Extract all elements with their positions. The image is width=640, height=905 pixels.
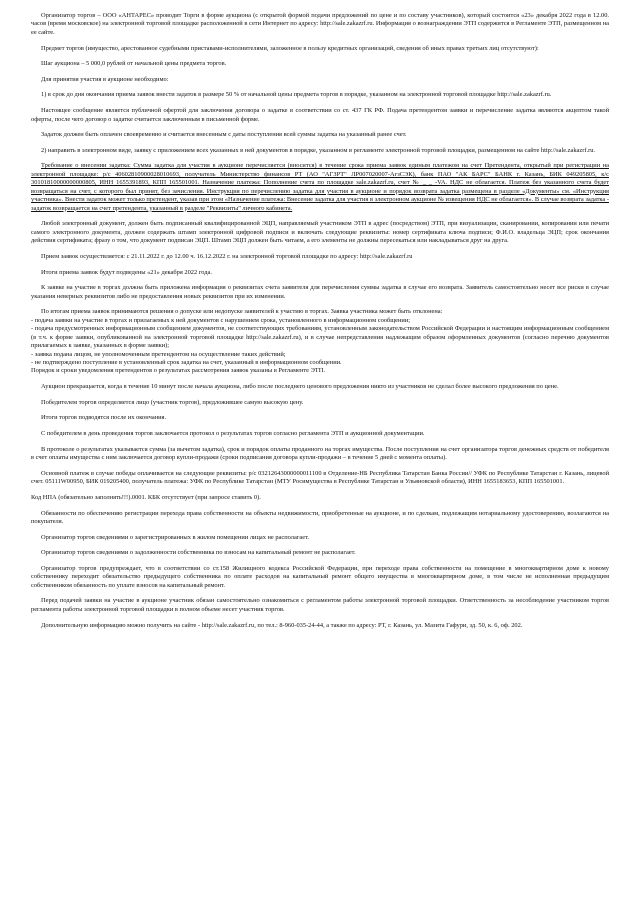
e-signature-paragraph: Любой электронный документ, должен быть подписанный квалифицированной ЭЦП, направляемый участником ЭТП в адрес (посредством) ЭТП, при визуализации, сканировании, копировании или печати самого электронного документа, должен содержать штамп электронной цифровой подписи и включать следующие реквизиты: номер сертификата ключа подписи; Ф.И.О. владельца ЭЦП; срок окончания действия сертификата; фразу о том, что документ подписан ЭЦП. Штамп ЭЦП должен быть читаем, а его элементы не должны пересекаться или накладываться друг на друга. xyxy=(31,220,609,245)
deposit-step-paragraph: 1) в срок до дня окончания приема заявок внести задаток в размере 50 % от начальной цены предмета торгов в порядке, указанном на электронной торговой площадке http://sale.zakazrf.ru. xyxy=(41,91,552,99)
auction-end-paragraph: Аукцион прекращается, когда в течение 10 минут после начала аукциона, либо после последнего ценового предложения никто из участников не сделал более высокого предложения по цене. xyxy=(41,383,559,391)
auction-step-paragraph: Шаг аукциона – 5 000,0 рублей от начальной цены предмета торгов. xyxy=(41,60,227,68)
rejection-item: - заявка подана лицом, не уполномоченным претендентом на осуществление таких действий; xyxy=(31,350,286,358)
rejection-item: - подача предусмотренных информационным сообщением документов, не соответствующих требованиям, установленным законодательством Российской Федерации и настоящим информационным сообщением (в т.ч. к форме заявки, опубликованной на электронной торговой площадке http://sale.zakazrf.ru), и в случае непредставления надлежащим образом оформленных документов (согласно перечню документов прилагаемых к заявке, указанных в форме заявки); xyxy=(31,325,609,350)
deposit-requirement-paragraph: Требование о внесении задатка: Сумма задатка для участия в аукционе перечисляется (вносится) в течение срока приема заявок единым платежом на счет Претендента, открытый при регистрации на электронной площадке: р/с 40602810900028010693, получатель Министерство финансов РТ (АО "АГЗРТ" ЛР007020007-АгзСЭК), банк ПАО "АК БАРС" БАНК г. Казань, БИК 049205805, к/с 30101810000000000805, ИНН 1655391893, КПП 165501001. Назначение платежа: Пополнение счета по площадке sale.zakazrf.ru, счет № _ _ -VA. НДС не облагается. Платеж без указанного счета будет возвращаться на счет, с которого был принят, без зачисления. Инструкция по перечислению задатка для участия в аукционе и порядок возврата задатка размещена в разделе «Документы» см. «Инструкция участника». Внести задаток может только претендент, указав при этом «Назначение платежа: Внесение задатка для участия в электронном аукционе № извещения НДС не облагается». В случае возврата задатка - задаток возвращается на счет претендента, указанный в разделе "Реквизиты" личного кабинета. xyxy=(31,162,609,212)
rejection-item: - не подтверждено поступление в установленный срок задатка на счет, указанный в информационном сообщении. xyxy=(31,359,342,367)
housing-code-warning-paragraph: Организатор торгов предупреждает, что в соответствии со ст.158 Жилищного кодекса Российской Федерации, при переходе права собственности на помещение в многоквартирном доме к новому собственнику переходит обязательство предыдущего собственника по оплате расходов на капитальный ремонт общего имущества в многоквартирном доме, в том числе не исполненная предыдущим собственником обязанность по уплате взносов на капитальный ремонт. xyxy=(31,564,609,589)
capital-repair-debt-paragraph: Организатор торгов сведениями о задолженности собственника по взносам на капитальный ремонт не располагает. xyxy=(41,549,356,557)
protocol-paragraph: С победителем в день проведения торгов заключается протокол о результатах торгов согласно регламента ЭТП и аукционной документации. xyxy=(41,430,425,438)
rejection-block xyxy=(31,308,609,376)
subject-paragraph: Предмет торгов (имущество, арестованное судебными приставами-исполнителями, заложенное в пользу кредитных организаций, сведения об иных правах третьих лиц отсутствуют): xyxy=(41,44,539,52)
application-step-paragraph: 2) направить в электронном виде, заявку с приложением всех указанных в ней документов в порядке, указанном в регламенте электронной торговой площадки, размещенном на сайте http://sale.zakazrf.ru. xyxy=(41,146,596,154)
kbk-code-paragraph: Код НПА (обязательно заполнять!!!).0001. КБК отсутствует (при запросе ставить 0). xyxy=(31,493,261,501)
public-offer-paragraph: Настоящее сообщение является публичной офертой для заключения договора о задатке в соответствии со ст. 437 ГК РФ. Подача претендентом заявки и перечисление задатка являются акцептом такой оферты, после чего договор о задатке считается заключенным в письменной форме. xyxy=(31,107,609,123)
registration-duty-paragraph: Обязанности по обеспечению регистрации перехода права собственности на объекты недвижимости, приобретенные на аукционе, и по сделкам, подлежащим нотариальному удостоверению, возлагаются на покупателя. xyxy=(31,509,609,525)
requirements-heading: Для принятия участия в аукционе необходимо: xyxy=(41,75,169,83)
contacts-paragraph: Дополнительную информацию можно получить на сайте - http://sale.zakazrf.ru, по тел.: 8-960-035-24-44, а также по адресу: РТ, г. Казань, ул. Мазита Гафури, зд. 50, к. 6, оф. 202. xyxy=(41,621,523,629)
registered-persons-paragraph: Организатор торгов сведениями о зарегистрированных в жилом помещении лицах не располагает. xyxy=(41,533,309,541)
application-period-paragraph: Прием заявок осуществляется: с 21.11.2022 г. до 12.00 ч. 16.12.2022 г. на электронной торговой площадке по адресу: http://sale.zakazrf.ru xyxy=(41,252,413,260)
rejection-item: - подача заявки на участие в торгах и прилагаемых к ней документов с нарушением срока, установленного в информационном сообщении; xyxy=(31,316,411,324)
notification-order-line: Порядок и сроки уведомления претендентов о результатах рассмотрения заявок указаны в Регламенте ЭТП. xyxy=(31,367,325,375)
regulations-paragraph: Перед подачей заявки на участие в аукционе участник обязан самостоятельно ознакомиться с регламентом работы электронной торговой площадки. Ответственность за несоблюдение участником торгов регламента работы электронной торговой площадки в полном объеме несет участник торгов. xyxy=(31,597,609,613)
deposit-timing-paragraph: Задаток должен быть оплачен своевременно и считается внесенным с даты поступления всей суммы задатка на указанный ранее счет. xyxy=(41,131,407,139)
results-summary-paragraph: Итоги торгов подводятся после их окончания. xyxy=(41,414,167,422)
winner-paragraph: Победителем торгов определяется лицо (участник торгов), предложившее самую высокую цену. xyxy=(41,398,304,406)
intro-paragraph: Организатор торгов – ООО «АНТАРЕС» проводит Торги в форме аукциона (с открытой формой подачи предложений по цене и по составу участников), который состоится «23» декабря 2022 года в 12.00. часов (время московское) на электронной торговой площадке расположенной в сети Интернет по адресу: http://sale.zakazrf.ru. Информация о вознаграждении ЭТП содержится в Регламенте ЭТП, размещенном на ее сайте. xyxy=(31,12,609,36)
bank-details-paragraph: К заявке на участие в торгах должна быть приложена информация о реквизитах счета заявителя для перечисления суммы задатка в случае его возврата. Заявитель самостоятельно несет все риски в случае указания неверных реквизитов либо не предоставления новых реквизитов при их изменении. xyxy=(31,284,609,300)
main-payment-paragraph: Основной платеж в случае победы оплачивается на следующие реквизиты: р/с 03212643000000011100 в Отделение-НБ Республика Татарстан Банка России// УФК по Республике Татарстан г. Казань, лицевой счет. 05111W00950, БИК 019205400, получатель платежа: УФК по Республике Татарстан (МТУ Росимущества в Республике Татарстан и Ульяновской области), ИНН 1655183653, КПП 165501001. xyxy=(31,469,609,486)
rejection-heading: По итогам приема заявок принимаются решения о допуске или недопуске заявителей к участию в торгах. Заявка участника может быть отклонена: xyxy=(41,308,443,316)
results-date-paragraph: Итоги приема заявок будут подведены «21» декабря 2022 года. xyxy=(41,268,212,276)
protocol-details-paragraph: В протоколе о результатах указывается сумма (за вычетом задатка), срок и порядок оплаты проданного на торгах имущества. После поступления на счет организатора торгов денежных средств от победителя в счет оплаты имущества с ним заключается договор купли-продажи (сроки подписания договора купли-продажи – в течение 5 дней с момента оплаты). xyxy=(31,445,609,462)
